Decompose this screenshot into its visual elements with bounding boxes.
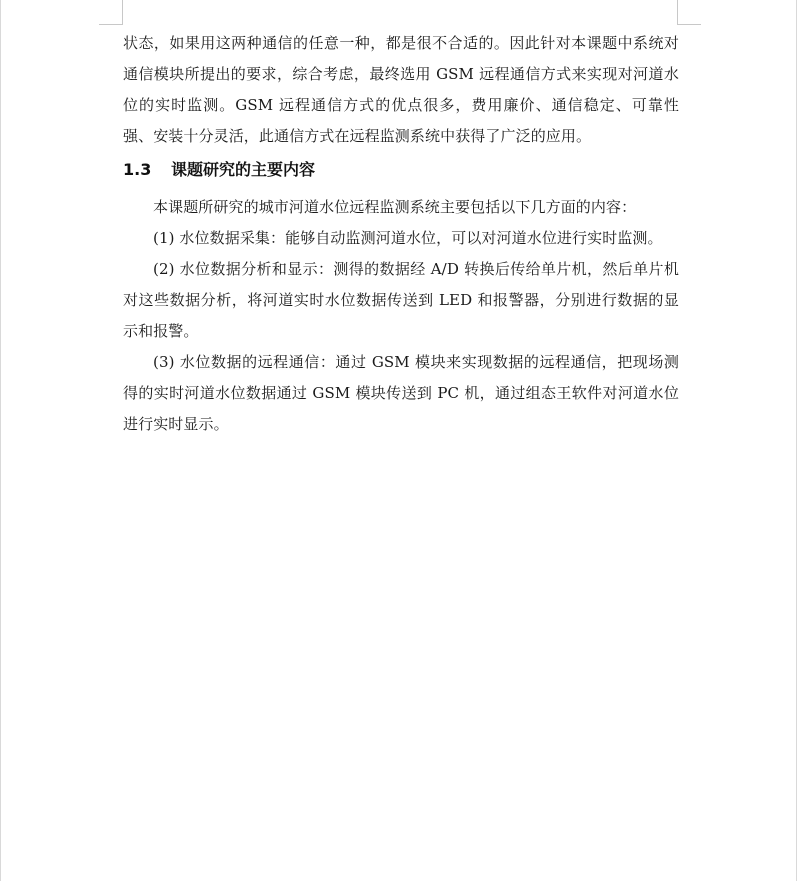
crop-mark-top-right-horizontal — [677, 24, 701, 25]
section-title: 课题研究的主要内容 — [171, 160, 316, 179]
crop-mark-top-right-vertical — [677, 0, 678, 24]
list-item: (2) 水位数据分析和显示：测得的数据经 A/D 转换后传给单片机，然后单片机对这些数据分析，将河道实时水位数据传送到 LED 和报警器，分别进行数据的显示和报警。 — [123, 260, 679, 340]
crop-mark-top-left-horizontal — [99, 24, 123, 25]
section-number: 1.3 — [123, 160, 152, 179]
section-intro-paragraph: 本课题所研究的城市河道水位远程监测系统主要包括以下几方面的内容： — [153, 198, 637, 216]
crop-mark-top-left-vertical — [122, 0, 123, 24]
list-item: (3) 水位数据的远程通信：通过 GSM 模块来实现数据的远程通信，把现场测得的实时河道水位数据通过 GSM 模块传送到 PC 机，通过组态王软件对河道水位进行实时显示。 — [123, 353, 679, 433]
document-body — [123, 28, 679, 440]
intro-paragraph: 状态，如果用这两种通信的任意一种，都是很不合适的。因此针对本课题中系统对通信模块所提出的要求，综合考虑，最终选用 GSM 远程通信方式来实现对河道水位的实时监测。GSM 远程通信方式的优点很多，费用廉价、通信稳定、可靠性强、安装十分灵活，此通信方式在远程监测系统中获得了广泛的应用。 — [123, 34, 679, 145]
section-heading — [123, 152, 679, 192]
list-item: (1) 水位数据采集：能够自动监测河道水位，可以对河道水位进行实时监测。 — [153, 229, 663, 247]
